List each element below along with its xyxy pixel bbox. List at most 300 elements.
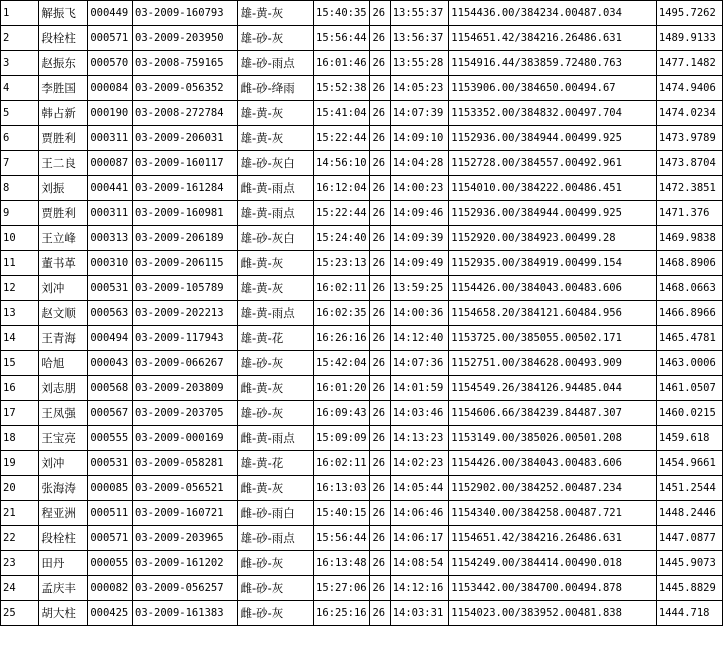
table-row [1,576,723,601]
coordinates-text: 1154606.66/384239.84 [451,407,578,419]
feather-color-text: 雄-砂-雨点 [240,531,295,545]
rank-text: 13 [3,307,16,319]
feather-color-cell [238,301,314,326]
day-cell [370,1,390,26]
release-time-text: 15:22:44 [316,207,367,219]
release-time-cell [314,51,370,76]
feather-color-cell [238,1,314,26]
day-cell [370,476,390,501]
release-time-cell [314,551,370,576]
rank-text: 5 [3,107,10,119]
member-id-text: 000043 [90,357,129,369]
table-row [1,1,723,26]
table-row [1,501,723,526]
distance-text: 480.763 [577,57,622,69]
feather-color-cell [238,351,314,376]
release-time-cell [314,76,370,101]
distance-text: 487.234 [577,482,622,494]
release-time-cell [314,426,370,451]
ring-number-text: 03-2009-160793 [135,7,224,19]
rank-cell [1,201,39,226]
release-time-cell [314,151,370,176]
coordinates-text: 1154549.26/384126.94 [451,382,578,394]
coordinates-distance-cell [449,76,657,101]
name-cell [39,1,88,26]
coordinates-text: 1153352.00/384832.00 [451,107,578,119]
speed-text: 1468.8906 [658,257,716,269]
name-text: 刘冲 [41,281,65,295]
table-row [1,26,723,51]
name-text: 解振飞 [41,6,76,20]
member-id-text: 000511 [90,507,129,519]
coordinates-distance-cell [449,476,657,501]
distance-text: 486.631 [577,532,622,544]
speed-text: 1473.9789 [658,132,716,144]
coordinates-distance-cell [449,1,657,26]
rank-cell [1,426,39,451]
table-row [1,351,723,376]
ring-number-text: 03-2009-117943 [135,332,224,344]
name-cell [39,526,88,551]
rank-cell [1,501,39,526]
arrival-time-text: 14:07:36 [392,357,444,369]
name-cell [39,101,88,126]
ring-number-cell [133,601,238,626]
name-cell [39,326,88,351]
name-cell [39,426,88,451]
member-id-cell [88,476,133,501]
member-id-cell [88,251,133,276]
distance-text: 492.961 [577,157,622,169]
coordinates-distance-cell [449,176,657,201]
coordinates-text: 1154916.44/383859.72 [451,57,578,69]
feather-color-cell [238,376,314,401]
release-time-cell [314,201,370,226]
distance-text: 483.606 [577,282,622,294]
table-row [1,151,723,176]
release-time-cell [314,301,370,326]
feather-color-text: 雌-黄-灰 [240,381,284,395]
day-cell [370,501,390,526]
arrival-time-text: 14:03:31 [392,607,444,619]
arrival-time-cell [390,26,449,51]
speed-text: 1466.8966 [658,307,716,319]
arrival-time-cell [390,526,449,551]
name-cell [39,401,88,426]
coordinates-distance-cell [449,376,657,401]
speed-text: 1468.0663 [658,282,716,294]
coordinates-text: 1152920.00/384923.00 [451,232,578,244]
ring-number-cell [133,151,238,176]
release-time-cell [314,401,370,426]
name-cell [39,301,88,326]
feather-color-text: 雌-砂-灰 [240,606,284,620]
coordinates-distance-cell [449,551,657,576]
feather-color-text: 雄-黄-灰 [240,6,284,20]
coordinates-text: 1152935.00/384919.00 [451,257,578,269]
name-cell [39,151,88,176]
member-id-text: 000441 [90,182,129,194]
day-cell [370,176,390,201]
ring-number-cell [133,351,238,376]
member-id-cell [88,501,133,526]
table-row [1,426,723,451]
member-id-text: 000570 [90,57,129,69]
speed-text: 1447.0877 [658,532,716,544]
ring-number-cell [133,1,238,26]
table-row [1,476,723,501]
ring-number-text: 03-2009-105789 [135,282,224,294]
feather-color-text: 雄-黄-灰 [240,281,284,295]
coordinates-distance-cell [449,426,657,451]
coordinates-distance-cell [449,201,657,226]
feather-color-cell [238,401,314,426]
release-time-text: 15:09:09 [316,432,367,444]
rank-text: 17 [3,407,16,419]
arrival-time-text: 14:02:23 [392,457,444,469]
speed-text: 1474.9406 [658,82,716,94]
speed-text: 1461.0507 [658,382,716,394]
ring-number-text: 03-2009-206031 [135,132,224,144]
release-time-cell [314,126,370,151]
rank-text: 20 [3,482,16,494]
table-row [1,401,723,426]
rank-text: 18 [3,432,16,444]
speed-cell [656,226,722,251]
member-id-cell [88,51,133,76]
arrival-time-cell [390,301,449,326]
day-text: 26 [372,7,386,19]
day-text: 26 [372,107,386,119]
arrival-time-cell [390,251,449,276]
table-row [1,526,723,551]
member-id-text: 000567 [90,407,129,419]
coordinates-text: 1153725.00/385055.00 [451,332,578,344]
rank-cell [1,176,39,201]
name-cell [39,551,88,576]
name-cell [39,501,88,526]
rank-text: 10 [3,232,16,244]
distance-text: 490.018 [577,557,622,569]
day-text: 26 [372,182,386,194]
name-cell [39,201,88,226]
member-id-cell [88,101,133,126]
speed-text: 1471.376 [658,207,710,219]
speed-cell [656,251,722,276]
rank-cell [1,26,39,51]
speed-text: 1454.9661 [658,457,716,469]
table-row [1,276,723,301]
member-id-cell [88,151,133,176]
release-time-text: 15:40:35 [316,7,367,19]
ring-number-text: 03-2009-203950 [135,32,224,44]
coordinates-distance-cell [449,126,657,151]
arrival-time-cell [390,126,449,151]
name-cell [39,576,88,601]
distance-text: 494.878 [577,582,622,594]
speed-text: 1472.3851 [658,182,716,194]
member-id-text: 000087 [90,157,129,169]
ring-number-cell [133,76,238,101]
coordinates-distance-cell [449,26,657,51]
release-time-text: 15:27:06 [316,582,367,594]
day-text: 26 [372,407,386,419]
rank-cell [1,401,39,426]
ring-number-text: 03-2009-000169 [135,432,224,444]
ring-number-text: 03-2008-272784 [135,107,224,119]
day-text: 26 [372,282,386,294]
release-time-text: 16:02:11 [316,457,367,469]
name-cell [39,176,88,201]
rank-text: 23 [3,557,16,569]
release-time-cell [314,226,370,251]
day-cell [370,101,390,126]
rank-cell [1,76,39,101]
arrival-time-text: 14:12:40 [392,332,444,344]
speed-cell [656,476,722,501]
speed-cell [656,601,722,626]
feather-color-cell [238,501,314,526]
coordinates-text: 1153149.00/385026.00 [451,432,578,444]
coordinates-distance-cell [449,576,657,601]
coordinates-text: 1154651.42/384216.26 [451,532,578,544]
name-cell [39,226,88,251]
day-cell [370,451,390,476]
day-cell [370,426,390,451]
ring-number-cell [133,376,238,401]
name-text: 程亚洲 [41,506,76,520]
member-id-cell [88,1,133,26]
speed-text: 1469.9838 [658,232,716,244]
day-text: 26 [372,132,386,144]
name-text: 赵文顺 [41,306,76,320]
feather-color-cell [238,126,314,151]
coordinates-distance-cell [449,51,657,76]
feather-color-text: 雄-黄-花 [240,456,284,470]
speed-cell [656,126,722,151]
speed-cell [656,176,722,201]
table-row [1,326,723,351]
ring-number-text: 03-2009-056352 [135,82,224,94]
feather-color-text: 雌-砂-雨白 [240,506,295,520]
table-row [1,301,723,326]
name-text: 段栓柱 [41,531,76,545]
rank-text: 12 [3,282,16,294]
day-text: 26 [372,57,386,69]
arrival-time-text: 14:13:23 [392,432,444,444]
coordinates-distance-cell [449,526,657,551]
arrival-time-text: 14:12:16 [392,582,444,594]
name-text: 张海涛 [41,481,76,495]
ring-number-text: 03-2009-203809 [135,382,224,394]
feather-color-cell [238,276,314,301]
ring-number-text: 03-2009-058281 [135,457,224,469]
ring-number-text: 03-2009-161202 [135,557,224,569]
arrival-time-cell [390,551,449,576]
rank-text: 15 [3,357,16,369]
member-id-text: 000310 [90,257,129,269]
ring-number-cell [133,326,238,351]
release-time-cell [314,576,370,601]
day-text: 26 [372,457,386,469]
day-text: 26 [372,307,386,319]
speed-text: 1477.1482 [658,57,716,69]
feather-color-text: 雌-砂-灰 [240,581,284,595]
coordinates-distance-cell [449,351,657,376]
day-cell [370,201,390,226]
speed-cell [656,426,722,451]
rank-text: 24 [3,582,16,594]
member-id-text: 000571 [90,32,129,44]
member-id-text: 000311 [90,207,129,219]
feather-color-text: 雌-砂-绛雨 [240,81,295,95]
release-time-cell [314,376,370,401]
rank-text: 7 [3,157,10,169]
arrival-time-text: 14:09:46 [392,207,444,219]
member-id-cell [88,426,133,451]
day-cell [370,526,390,551]
rank-cell [1,101,39,126]
table-row [1,201,723,226]
speed-text: 1445.9073 [658,557,716,569]
name-text: 李胜国 [41,81,76,95]
rank-cell [1,551,39,576]
distance-text: 487.034 [577,7,622,19]
member-id-text: 000531 [90,457,129,469]
release-time-text: 15:42:04 [316,357,367,369]
ring-number-cell [133,501,238,526]
feather-color-text: 雄-砂-雨点 [240,56,295,70]
ring-number-cell [133,226,238,251]
rank-cell [1,301,39,326]
feather-color-text: 雄-砂-灰 [240,356,284,370]
release-time-cell [314,251,370,276]
arrival-time-text: 14:04:28 [392,157,444,169]
day-text: 26 [372,532,386,544]
arrival-time-text: 14:07:39 [392,107,444,119]
speed-text: 1451.2544 [658,482,716,494]
rank-text: 3 [3,57,10,69]
table-row [1,251,723,276]
rank-cell [1,351,39,376]
speed-text: 1489.9133 [658,32,716,44]
name-text: 刘振 [41,181,65,195]
coordinates-distance-cell [449,226,657,251]
name-text: 董书革 [41,256,76,270]
name-cell [39,476,88,501]
name-text: 王立峰 [41,231,76,245]
feather-color-cell [238,226,314,251]
distance-text: 499.28 [577,232,616,244]
release-time-text: 16:25:16 [316,607,367,619]
release-time-text: 15:52:38 [316,82,367,94]
day-text: 26 [372,232,386,244]
release-time-cell [314,476,370,501]
member-id-text: 000531 [90,282,129,294]
coordinates-text: 1154658.20/384121.60 [451,307,578,319]
speed-text: 1473.8704 [658,157,716,169]
member-id-text: 000571 [90,532,129,544]
ring-number-text: 03-2009-056521 [135,482,224,494]
arrival-time-text: 13:55:28 [392,57,444,69]
day-text: 26 [372,257,386,269]
coordinates-text: 1154023.00/383952.00 [451,607,578,619]
release-time-cell [314,276,370,301]
member-id-cell [88,401,133,426]
results-table-body [1,1,723,626]
rank-text: 9 [3,207,10,219]
distance-text: 487.307 [577,407,622,419]
release-time-text: 16:12:04 [316,182,367,194]
ring-number-cell [133,426,238,451]
table-row [1,76,723,101]
feather-color-text: 雄-砂-灰白 [240,156,295,170]
day-text: 26 [372,557,386,569]
arrival-time-text: 14:09:49 [392,257,444,269]
release-time-text: 15:40:15 [316,507,367,519]
rank-cell [1,476,39,501]
ring-number-cell [133,51,238,76]
distance-text: 484.956 [577,307,622,319]
rank-text: 22 [3,532,16,544]
member-id-cell [88,176,133,201]
rank-text: 21 [3,507,16,519]
rank-text: 2 [3,32,10,44]
member-id-cell [88,276,133,301]
ring-number-text: 03-2009-161284 [135,182,224,194]
coordinates-text: 1152728.00/384557.00 [451,157,578,169]
arrival-time-cell [390,51,449,76]
feather-color-cell [238,201,314,226]
feather-color-text: 雄-砂-灰白 [240,231,295,245]
day-text: 26 [372,582,386,594]
ring-number-cell [133,201,238,226]
member-id-cell [88,576,133,601]
arrival-time-text: 13:59:25 [392,282,444,294]
arrival-time-cell [390,176,449,201]
speed-cell [656,201,722,226]
member-id-cell [88,551,133,576]
speed-text: 1445.8829 [658,582,716,594]
feather-color-cell [238,576,314,601]
rank-text: 1 [3,7,10,19]
feather-color-text: 雄-黄-灰 [240,106,284,120]
name-text: 赵振东 [41,56,76,70]
ring-number-cell [133,101,238,126]
rank-cell [1,276,39,301]
coordinates-distance-cell [449,601,657,626]
release-time-cell [314,26,370,51]
distance-text: 499.154 [577,257,622,269]
day-cell [370,401,390,426]
day-cell [370,301,390,326]
speed-cell [656,1,722,26]
ring-number-text: 03-2009-203965 [135,532,224,544]
speed-text: 1448.2446 [658,507,716,519]
day-text: 26 [372,382,386,394]
rank-cell [1,51,39,76]
coordinates-text: 1154010.00/384222.00 [451,182,578,194]
speed-cell [656,376,722,401]
coordinates-distance-cell [449,301,657,326]
table-row [1,176,723,201]
member-id-text: 000082 [90,582,129,594]
speed-cell [656,301,722,326]
coordinates-distance-cell [449,401,657,426]
release-time-text: 14:56:10 [316,157,367,169]
member-id-cell [88,526,133,551]
release-time-text: 16:02:35 [316,307,367,319]
